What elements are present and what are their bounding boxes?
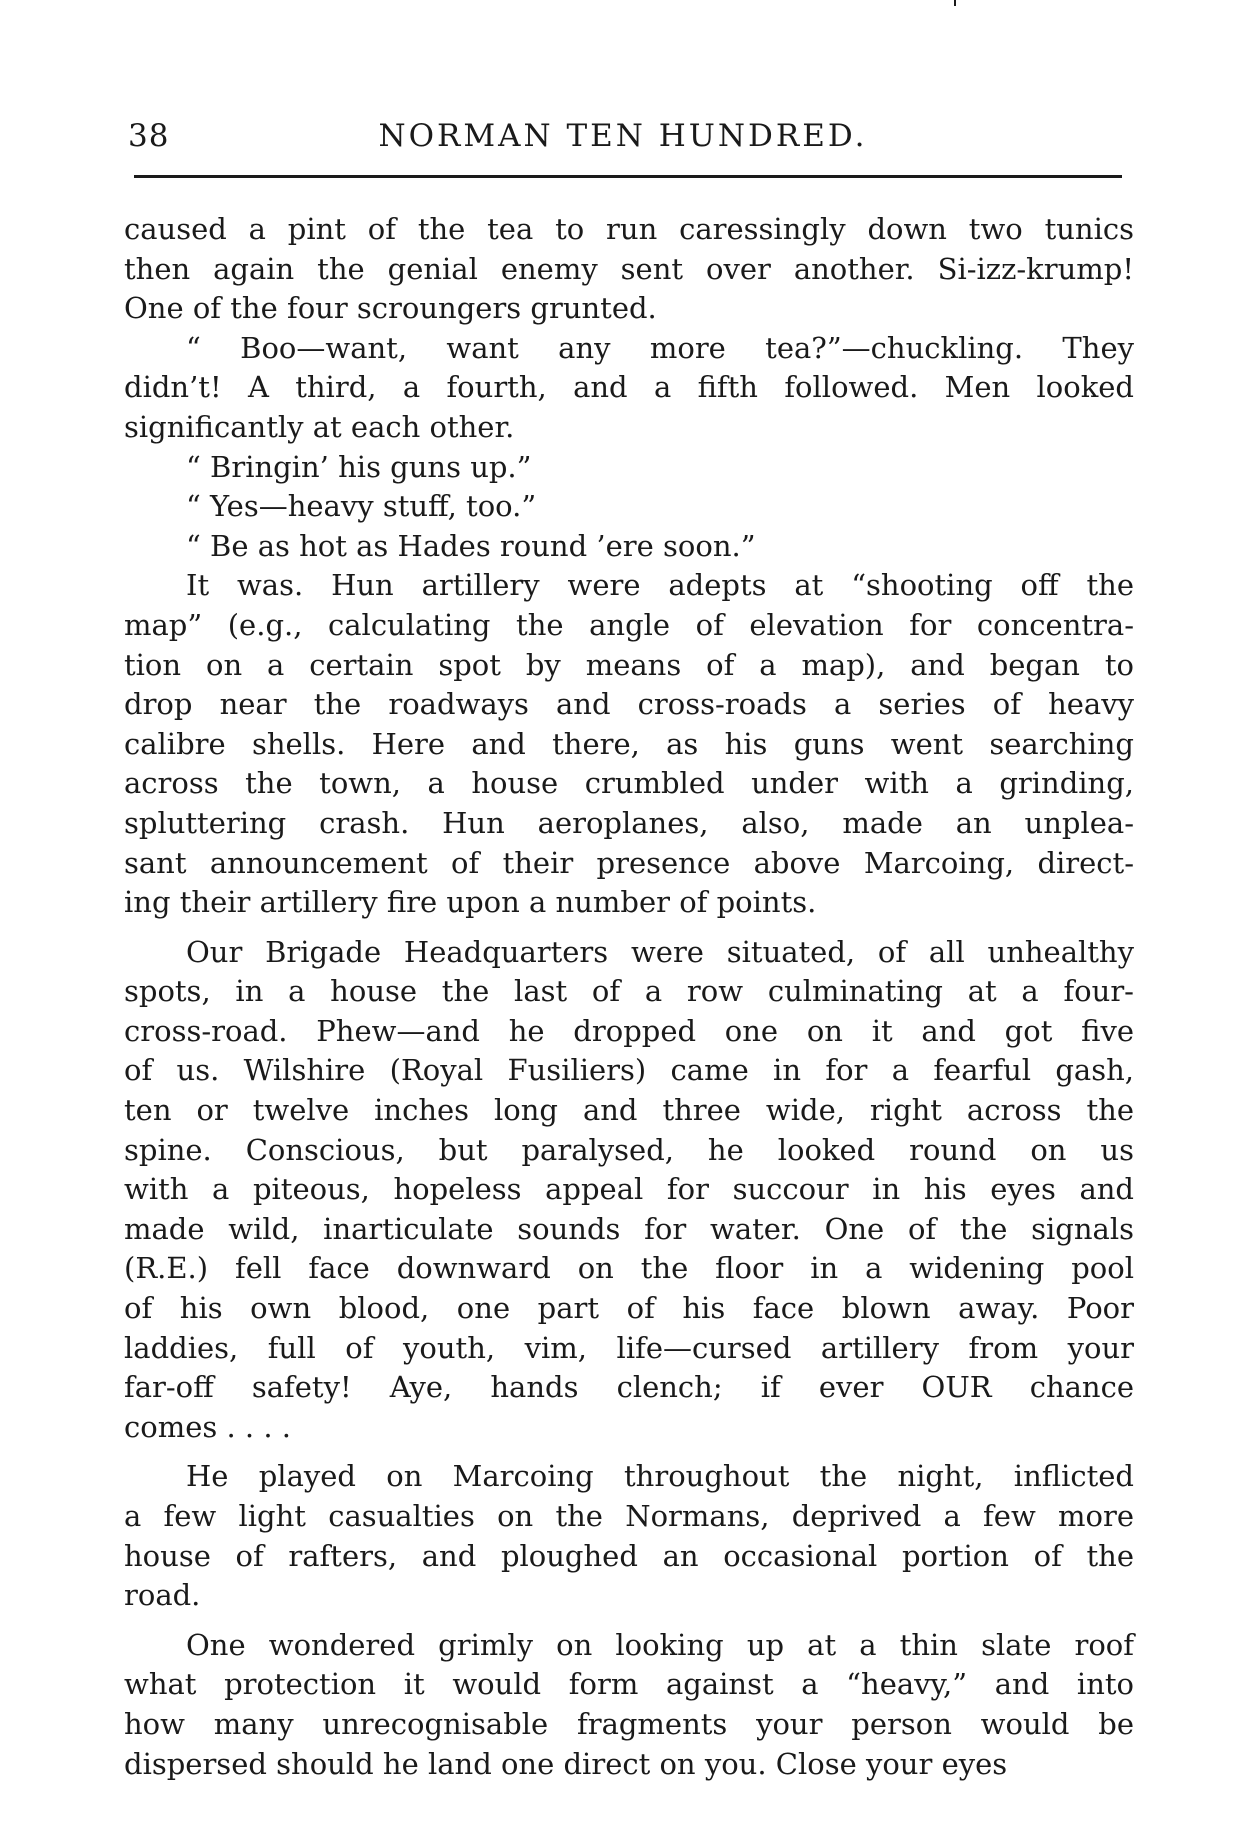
margin-mark — [954, 0, 956, 6]
text-line: spluttering crash. Hun aeroplanes, also, made an unplea- — [124, 805, 1134, 840]
text-line: of us. Wilshire (Royal Fusiliers) came in for a fearful gash, — [124, 1053, 1134, 1088]
text-line: caused a pint of the tea to run caressingly down two tunics — [124, 212, 1134, 246]
text-line: It was. Hun artillery were adepts at “shooting off the — [186, 568, 1134, 603]
text-line: spine. Conscious, but paralysed, he looked round on us — [124, 1132, 1134, 1167]
text-line: ten or twelve inches long and three wide, right across the — [124, 1093, 1134, 1128]
text-line: of his own blood, one part of his face blown away. Poor — [124, 1291, 1134, 1326]
text-line: road. — [124, 1578, 201, 1613]
text-line: One of the four scroungers grunted. — [124, 291, 657, 326]
text-line: far-off safety! Aye, hands clench; if ever OUR chance — [124, 1370, 1134, 1405]
text-line: comes . . . . — [124, 1409, 291, 1444]
text-line: “ Bringin’ his guns up.” — [186, 449, 532, 484]
text-line: spots, in a house the last of a row culminating at a four- — [124, 974, 1134, 1009]
header-rule — [134, 175, 1122, 178]
text-line: One wondered grimly on looking up at a thin slate roof — [186, 1627, 1134, 1662]
body-text — [124, 210, 1134, 1784]
text-line: a few light casualties on the Normans, deprived a few more — [124, 1499, 1134, 1533]
text-line: made wild, inarticulate sounds for water. One of the signals — [124, 1211, 1134, 1246]
text-line: tion on a certain spot by means of a map), and began to — [124, 647, 1134, 682]
text-line: across the town, a house crumbled under with a grinding, — [124, 766, 1134, 801]
text-line: dispersed should he land one direct on you. Close your eyes — [124, 1746, 1008, 1781]
page-number: 38 — [128, 118, 170, 154]
paragraph — [124, 329, 1134, 448]
text-line: didn’t! A third, a fourth, and a fifth followed. Men looked — [124, 370, 1134, 405]
text-line: drop near the roadways and cross-roads a series of heavy — [124, 687, 1134, 722]
paragraph — [124, 1457, 1134, 1615]
paragraph-gap — [124, 1447, 1134, 1457]
text-line: map” (e.g., calculating the angle of elevation for concentra- — [124, 607, 1134, 642]
text-line: significantly at each other. — [124, 409, 515, 444]
paragraph — [124, 933, 1134, 1448]
text-line: house of rafters, and ploughed an occasional portion of the — [124, 1538, 1134, 1573]
text-line: He played on Marcoing throughout the night, inflicted — [186, 1459, 1134, 1494]
paragraph — [124, 210, 1134, 329]
text-line: Our Brigade Headquarters were situated, of all unhealthy — [186, 934, 1134, 969]
text-line: how many unrecognisable fragments your person would be — [124, 1706, 1134, 1741]
text-line: what protection it would form against a “heavy,” and into — [124, 1667, 1134, 1702]
text-line: (R.E.) fell face downward on the floor in a widening pool — [124, 1251, 1134, 1286]
text-line: with a piteous, hopeless appeal for succour in his eyes and — [124, 1172, 1134, 1207]
paragraph-gap — [124, 923, 1134, 933]
text-line: “ Yes—heavy stuff, too.” — [186, 489, 537, 524]
text-line: sant announcement of their presence above Marcoing, direct- — [124, 845, 1134, 880]
page-header — [128, 118, 1118, 162]
text-line: “ Be as hot as Hades round ’ere soon.” — [186, 528, 756, 563]
paragraph — [124, 566, 1134, 922]
text-line: cross-road. Phew—and he dropped one on it and got five — [124, 1013, 1134, 1048]
text-line: laddies, full of youth, vim, life—cursed artillery from your — [124, 1330, 1134, 1365]
text-line: “ Boo—want, want any more tea?”—chuckling. They — [186, 330, 1134, 365]
paragraph — [124, 1626, 1134, 1784]
paragraph — [124, 448, 1134, 488]
paragraph — [124, 527, 1134, 567]
text-line: then again the genial enemy sent over another. Si-izz-krump! — [124, 251, 1134, 286]
paragraph — [124, 487, 1134, 527]
paragraph-gap — [124, 1616, 1134, 1626]
running-title: NORMAN TEN HUNDRED. — [378, 118, 868, 154]
text-line: ing their artillery fire upon a number of points. — [124, 885, 817, 920]
text-line: calibre shells. Here and there, as his guns went searching — [124, 726, 1134, 761]
